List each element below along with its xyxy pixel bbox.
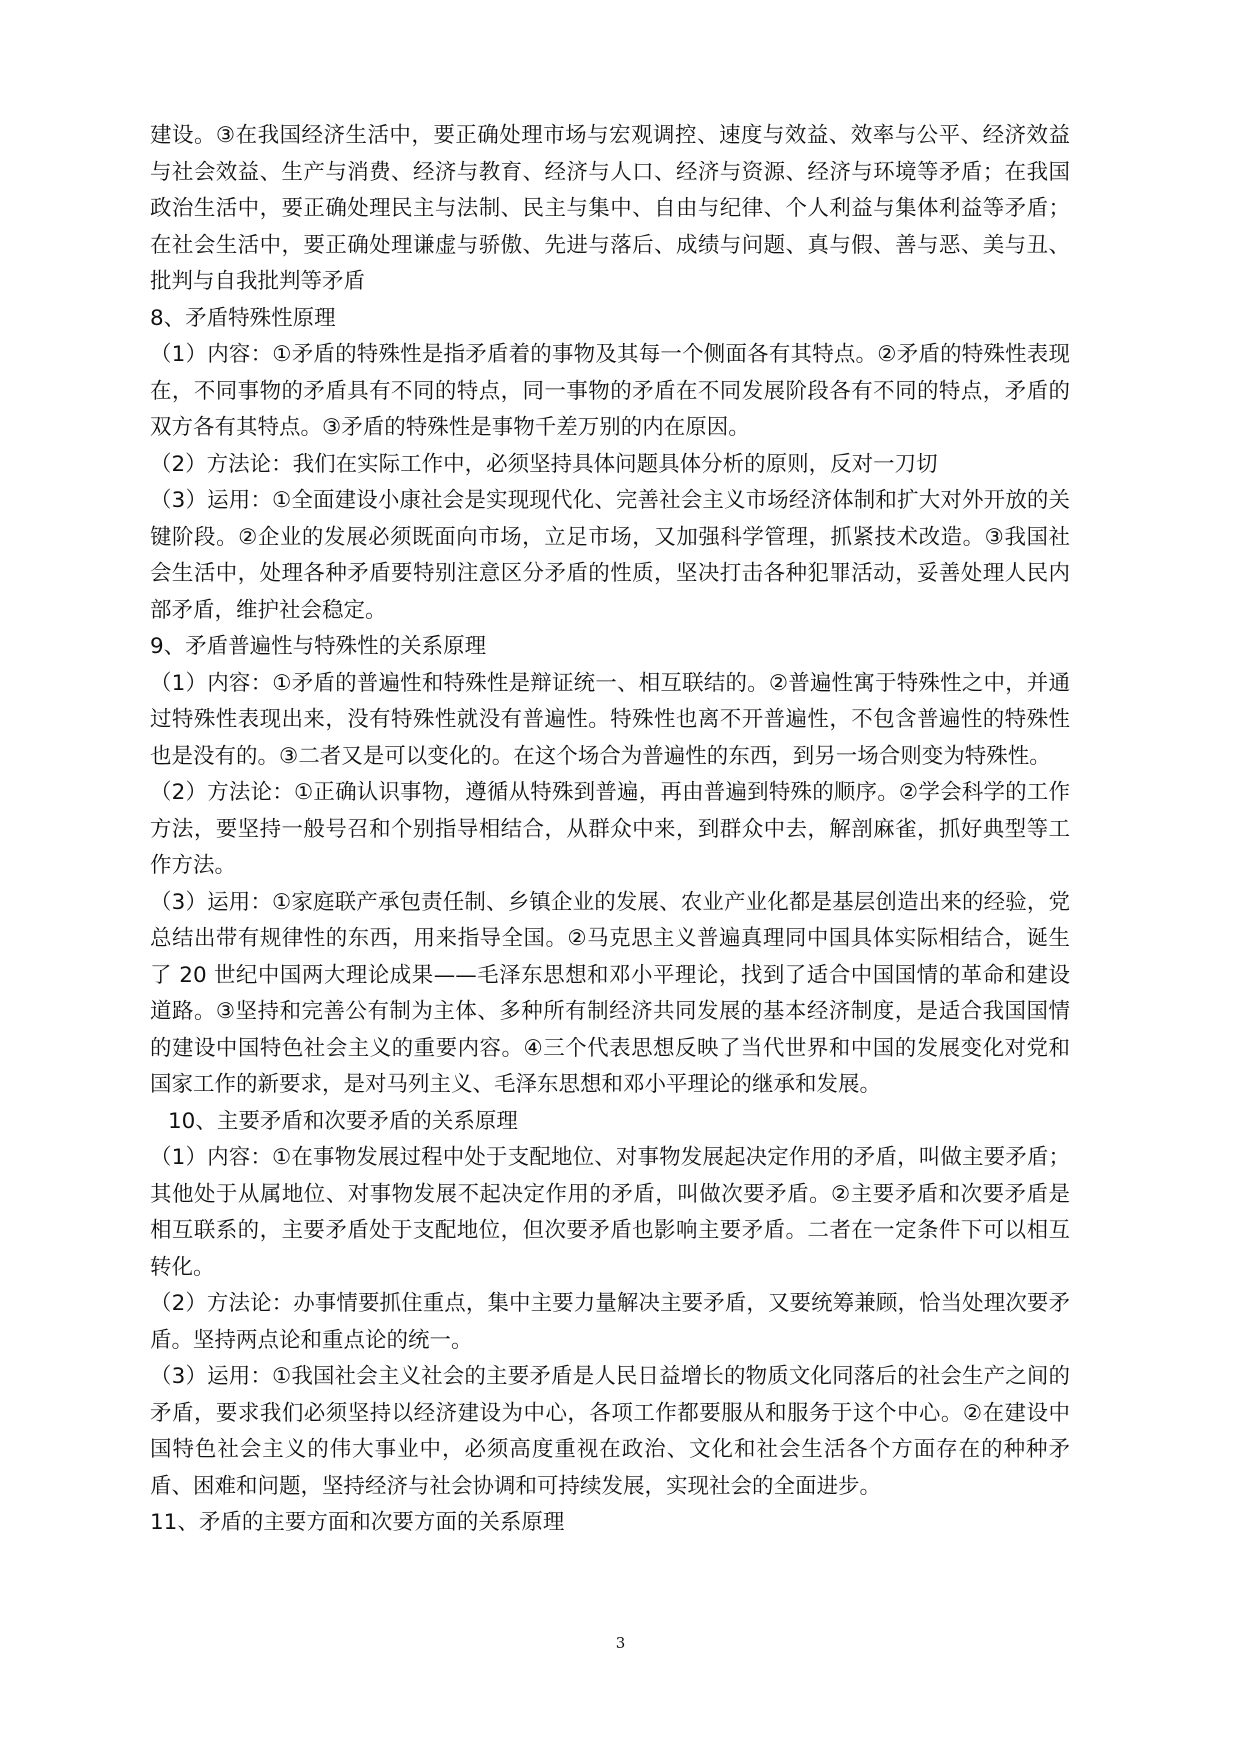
- document-body: [150, 118, 1070, 1542]
- paragraph: 建设。③在我国经济生活中，要正确处理市场与宏观调控、速度与效益、效率与公平、经济效益与社会效益、生产与消费、经济与教育、经济与人口、经济与资源、经济与环境等矛盾；在我国政治生活中，要正确处理民主与法制、民主与集中、自由与纪律、个人利益与集体利益等矛盾；在社会生活中，要正确处理谦虚与骄傲、先进与落后、成绩与问题、真与假、善与恶、美与丑、批判与自我批判等矛盾: [150, 123, 1070, 294]
- section-heading: 11、矛盾的主要方面和次要方面的关系原理: [150, 1510, 565, 1535]
- page-number: 3: [615, 1634, 626, 1652]
- paragraph: （3）运用：①全面建设小康社会是实现现代化、完善社会主义市场经济体制和扩大对外开放的关键阶段。②企业的发展必须既面向市场，立足市场，又加强科学管理，抓紧技术改造。③我国社会生活中，处理各种矛盾要特别注意区分矛盾的性质，坚决打击各种犯罪活动，妥善处理人民内部矛盾，维护社会稳定。: [150, 488, 1070, 623]
- paragraph: （1）内容：①矛盾的特殊性是指矛盾着的事物及其每一个侧面各有其特点。②矛盾的特殊性表现在，不同事物的矛盾具有不同的特点，同一事物的矛盾在不同发展阶段各有不同的特点，矛盾的双方各有其特点。③矛盾的特殊性是事物千差万别的内在原因。: [150, 342, 1070, 440]
- section-heading: 10、主要矛盾和次要矛盾的关系原理: [168, 1108, 518, 1134]
- paragraph: （1）内容：①在事物发展过程中处于支配地位、对事物发展起决定作用的矛盾，叫做主要矛盾；其他处于从属地位、对事物发展不起决定作用的矛盾，叫做次要矛盾。②主要矛盾和次要矛盾是相互联系的，主要矛盾处于支配地位，但次要矛盾也影响主要矛盾。二者在一定条件下可以相互转化。: [150, 1145, 1070, 1280]
- paragraph: （2）方法论：我们在实际工作中，必须坚持具体问题具体分析的原则，反对一刀切: [150, 451, 938, 477]
- section-heading: 8、矛盾特殊性原理: [150, 305, 336, 331]
- section-heading: 9、矛盾普遍性与特殊性的关系原理: [150, 634, 487, 659]
- paragraph: （3）运用：①家庭联产承包责任制、乡镇企业的发展、农业产业化都是基层创造出来的经验，党总结出带有规律性的东西，用来指导全国。②马克思主义普遍真理同中国具体实际相结合，诞生了 20 世纪中国两大理论成果——毛泽东思想和邓小平理论，找到了适合中国国情的革命和建设道路。③坚持和完善公有制为主体、多种所有制经济共同发展的基本经济制度，是适合我国国情的建设中国特色社会主义的重要内容。④三个代表思想反映了当代世界和中国的发展变化对党和国家工作的新要求，是对马列主义、毛泽东思想和邓小平理论的继承和发展。: [150, 889, 1070, 1097]
- paragraph: （1）内容：①矛盾的普遍性和特殊性是辩证统一、相互联结的。②普遍性寓于特殊性之中，并通过特殊性表现出来，没有特殊性就没有普遍性。特殊性也离不开普遍性，不包含普遍性的特殊性也是没有的。③二者又是可以变化的。在这个场合为普遍性的东西，到另一场合则变为特殊性。: [150, 670, 1070, 769]
- paragraph: （3）运用：①我国社会主义社会的主要矛盾是人民日益增长的物质文化同落后的社会生产之间的矛盾，要求我们必须坚持以经济建设为中心，各项工作都要服从和服务于这个中心。②在建设中国特色社会主义的伟大事业中，必须高度重视在政治、文化和社会生活各个方面存在的种种矛盾、困难和问题，坚持经济与社会协调和可持续发展，实现社会的全面进步。: [150, 1364, 1070, 1499]
- paragraph: （2）方法论：①正确认识事物，遵循从特殊到普遍，再由普遍到特殊的顺序。②学会科学的工作方法，要坚持一般号召和个别指导相结合，从群众中来，到群众中去，解剖麻雀，抓好典型等工作方法。: [150, 780, 1070, 878]
- paragraph: （2）方法论：办事情要抓住重点，集中主要力量解决主要矛盾，又要统筹兼顾，恰当处理次要矛盾。坚持两点论和重点论的统一。: [150, 1291, 1070, 1353]
